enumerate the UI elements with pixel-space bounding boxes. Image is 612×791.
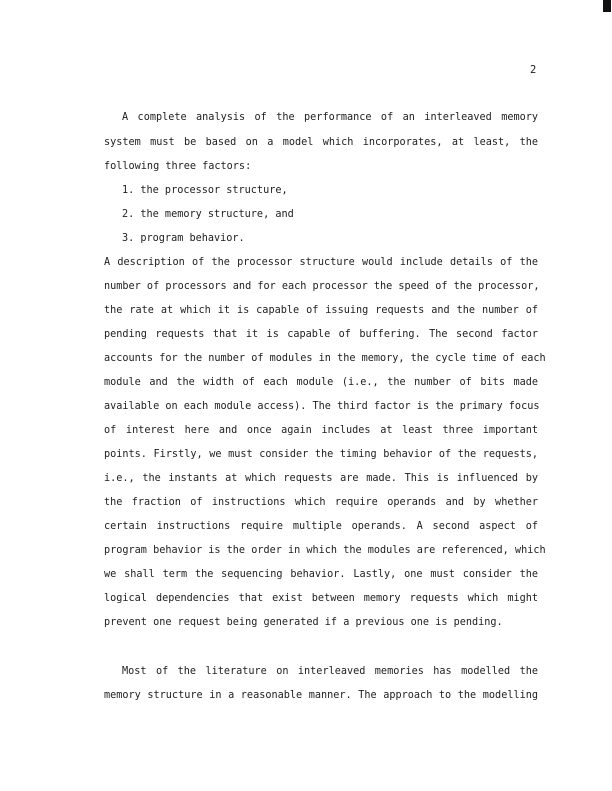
paragraph-line: certain instructions require multiple operands. A second aspect of (104, 521, 538, 532)
paragraph-line: i.e., the instants at which requests are made. This is influenced by (104, 473, 538, 484)
list-item: 3. program behavior. (122, 233, 245, 244)
paragraph-line: system must be based on a model which incorporates, at least, the (104, 137, 538, 148)
list-item: 2. the memory structure, and (122, 209, 294, 220)
paragraph-line: following three factors: (104, 161, 252, 172)
paragraph-line: program behavior is the order in which the modules are referenced, which (104, 545, 546, 556)
paragraph-line: available on each module access). The third factor is the primary focus (104, 401, 540, 412)
paragraph-line: prevent one request being generated if a previous one is pending. (104, 617, 503, 628)
paragraph-line: memory structure in a reasonable manner. The approach to the modelling (104, 690, 538, 701)
paragraph-line: pending requests that it is capable of buffering. The second factor (104, 329, 538, 340)
paragraph-line: of interest here and once again includes at least three important (104, 425, 538, 436)
list-item: 1. the processor structure, (122, 185, 288, 196)
page-number: 2 (530, 64, 537, 76)
paragraph-line: points. Firstly, we must consider the timing behavior of the requests, (104, 449, 538, 460)
paragraph-line: Most of the literature on interleaved memories has modelled the (122, 666, 538, 677)
paragraph-line: A description of the processor structure would include details of the (104, 257, 538, 268)
paragraph-line: A complete analysis of the performance of an interleaved memory (122, 112, 538, 123)
paragraph-line: accounts for the number of modules in the memory, the cycle time of each (104, 353, 546, 364)
paragraph-line: number of processors and for each processor the speed of the processor, (104, 281, 540, 292)
paragraph-line: we shall term the sequencing behavior. Lastly, one must consider the (104, 569, 538, 580)
paragraph-line: the rate at which it is capable of issuing requests and the number of (104, 305, 538, 316)
scan-corner-mark (603, 0, 611, 12)
paragraph-line: module and the width of each module (i.e., the number of bits made (104, 377, 538, 388)
paragraph-line: the fraction of instructions which require operands and by whether (104, 497, 538, 508)
paragraph-line: logical dependencies that exist between memory requests which might (104, 593, 538, 604)
